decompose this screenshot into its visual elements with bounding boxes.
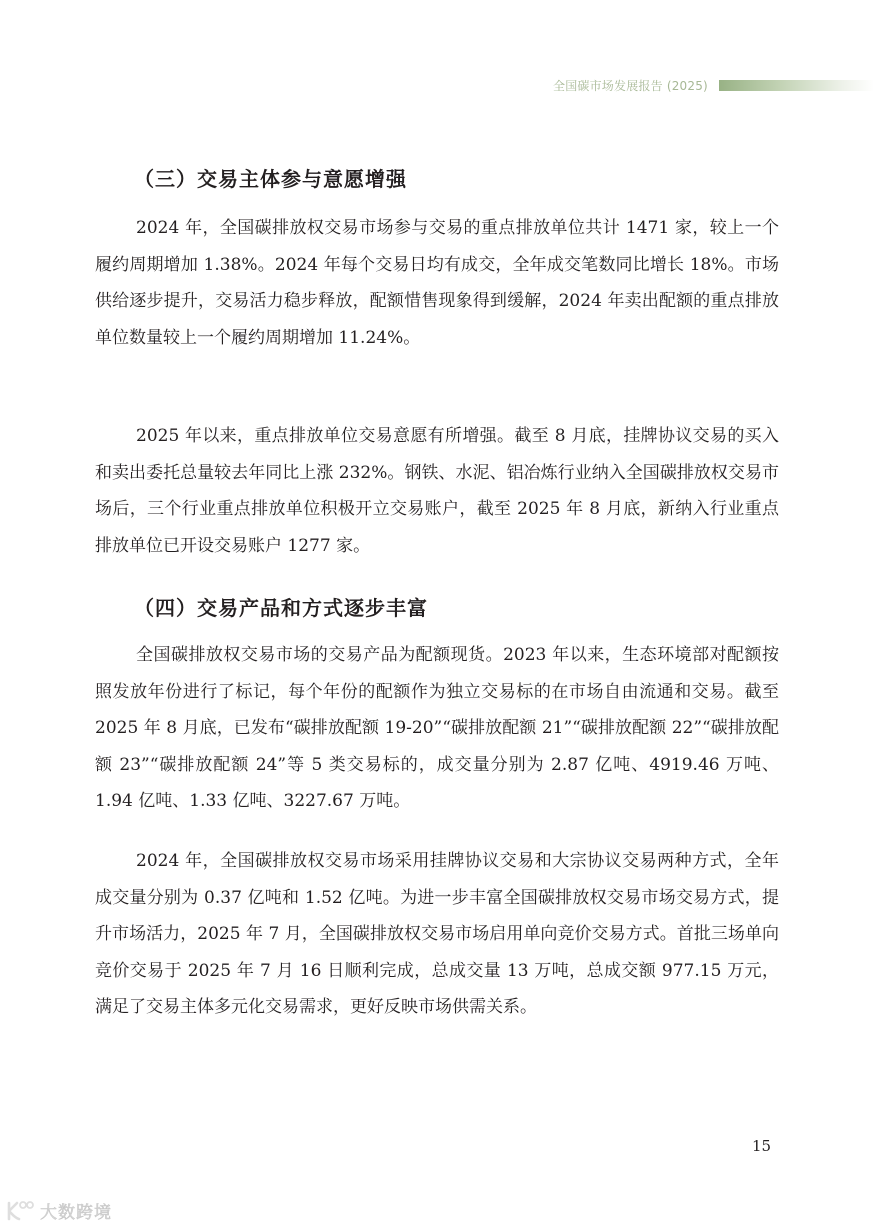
- paragraph-3-2: [95, 418, 779, 564]
- running-header: [553, 76, 708, 94]
- watermark-logo-icon: [6, 1200, 36, 1222]
- paragraph-3-1: [95, 210, 779, 356]
- paragraph-text: 2024 年，全国碳排放权交易市场采用挂牌协议交易和大宗协议交易两种方式，全年成交量分别为 0.37 亿吨和 1.52 亿吨。为进一步丰富全国碳排放权交易市场交易方式，提升市场活力，2025 年 7 月，全国碳排放权交易市场启用单向竞价交易方式。首批三场单向竞价交易于 2025 年 7 月 16 日顺利完成，总成交量 13 万吨，总成交额 977.15 万元，满足了交易主体多元化交易需求，更好反映市场供需关系。: [95, 851, 779, 1017]
- page-number: 15: [752, 1137, 772, 1155]
- header-accent-bar: [719, 80, 874, 91]
- paragraph-4-2: [95, 843, 779, 1026]
- section-heading-4: （四）交易产品和方式逐步丰富: [134, 596, 428, 620]
- report-title: 全国碳市场发展报告 (2025): [553, 78, 708, 93]
- watermark-text: 大数跨境: [40, 1203, 112, 1223]
- paragraph-4-1: [95, 637, 779, 820]
- paragraph-text: 2025 年以来，重点排放单位交易意愿有所增强。截至 8 月底，挂牌协议交易的买入和卖出委托总量较去年同比上涨 232%。钢铁、水泥、铝冶炼行业纳入全国碳排放权交易市场后，三个行业重点排放单位积极开立交易账户，截至 2025 年 8 月底，新纳入行业重点排放单位已开设交易账户 1277 家。: [95, 426, 779, 556]
- paragraph-text: 2024 年，全国碳排放权交易市场参与交易的重点排放单位共计 1471 家，较上一个履约周期增加 1.38%。2024 年每个交易日均有成交，全年成交笔数同比增长 18%。市场供给逐步提升，交易活力稳步释放，配额惜售现象得到缓解，2024 年卖出配额的重点排放单位数量较上一个履约周期增加 11.24%。: [95, 218, 779, 348]
- watermark: [6, 1198, 112, 1223]
- section-heading-3: （三）交易主体参与意愿增强: [134, 167, 407, 191]
- paragraph-text: 全国碳排放权交易市场的交易产品为配额现货。2023 年以来，生态环境部对配额按照发放年份进行了标记，每个年份的配额作为独立交易标的在市场自由流通和交易。截至 2025 年 8 月底，已发布“碳排放配额 19-20”“碳排放配额 21”“碳排放配额 22”“碳排放配额 23”“碳排放配额 24”等 5 类交易标的，成交量分别为 2.87 亿吨、4919.46 万吨、1.94 亿吨、1.33 亿吨、3227.67 万吨。: [95, 645, 779, 811]
